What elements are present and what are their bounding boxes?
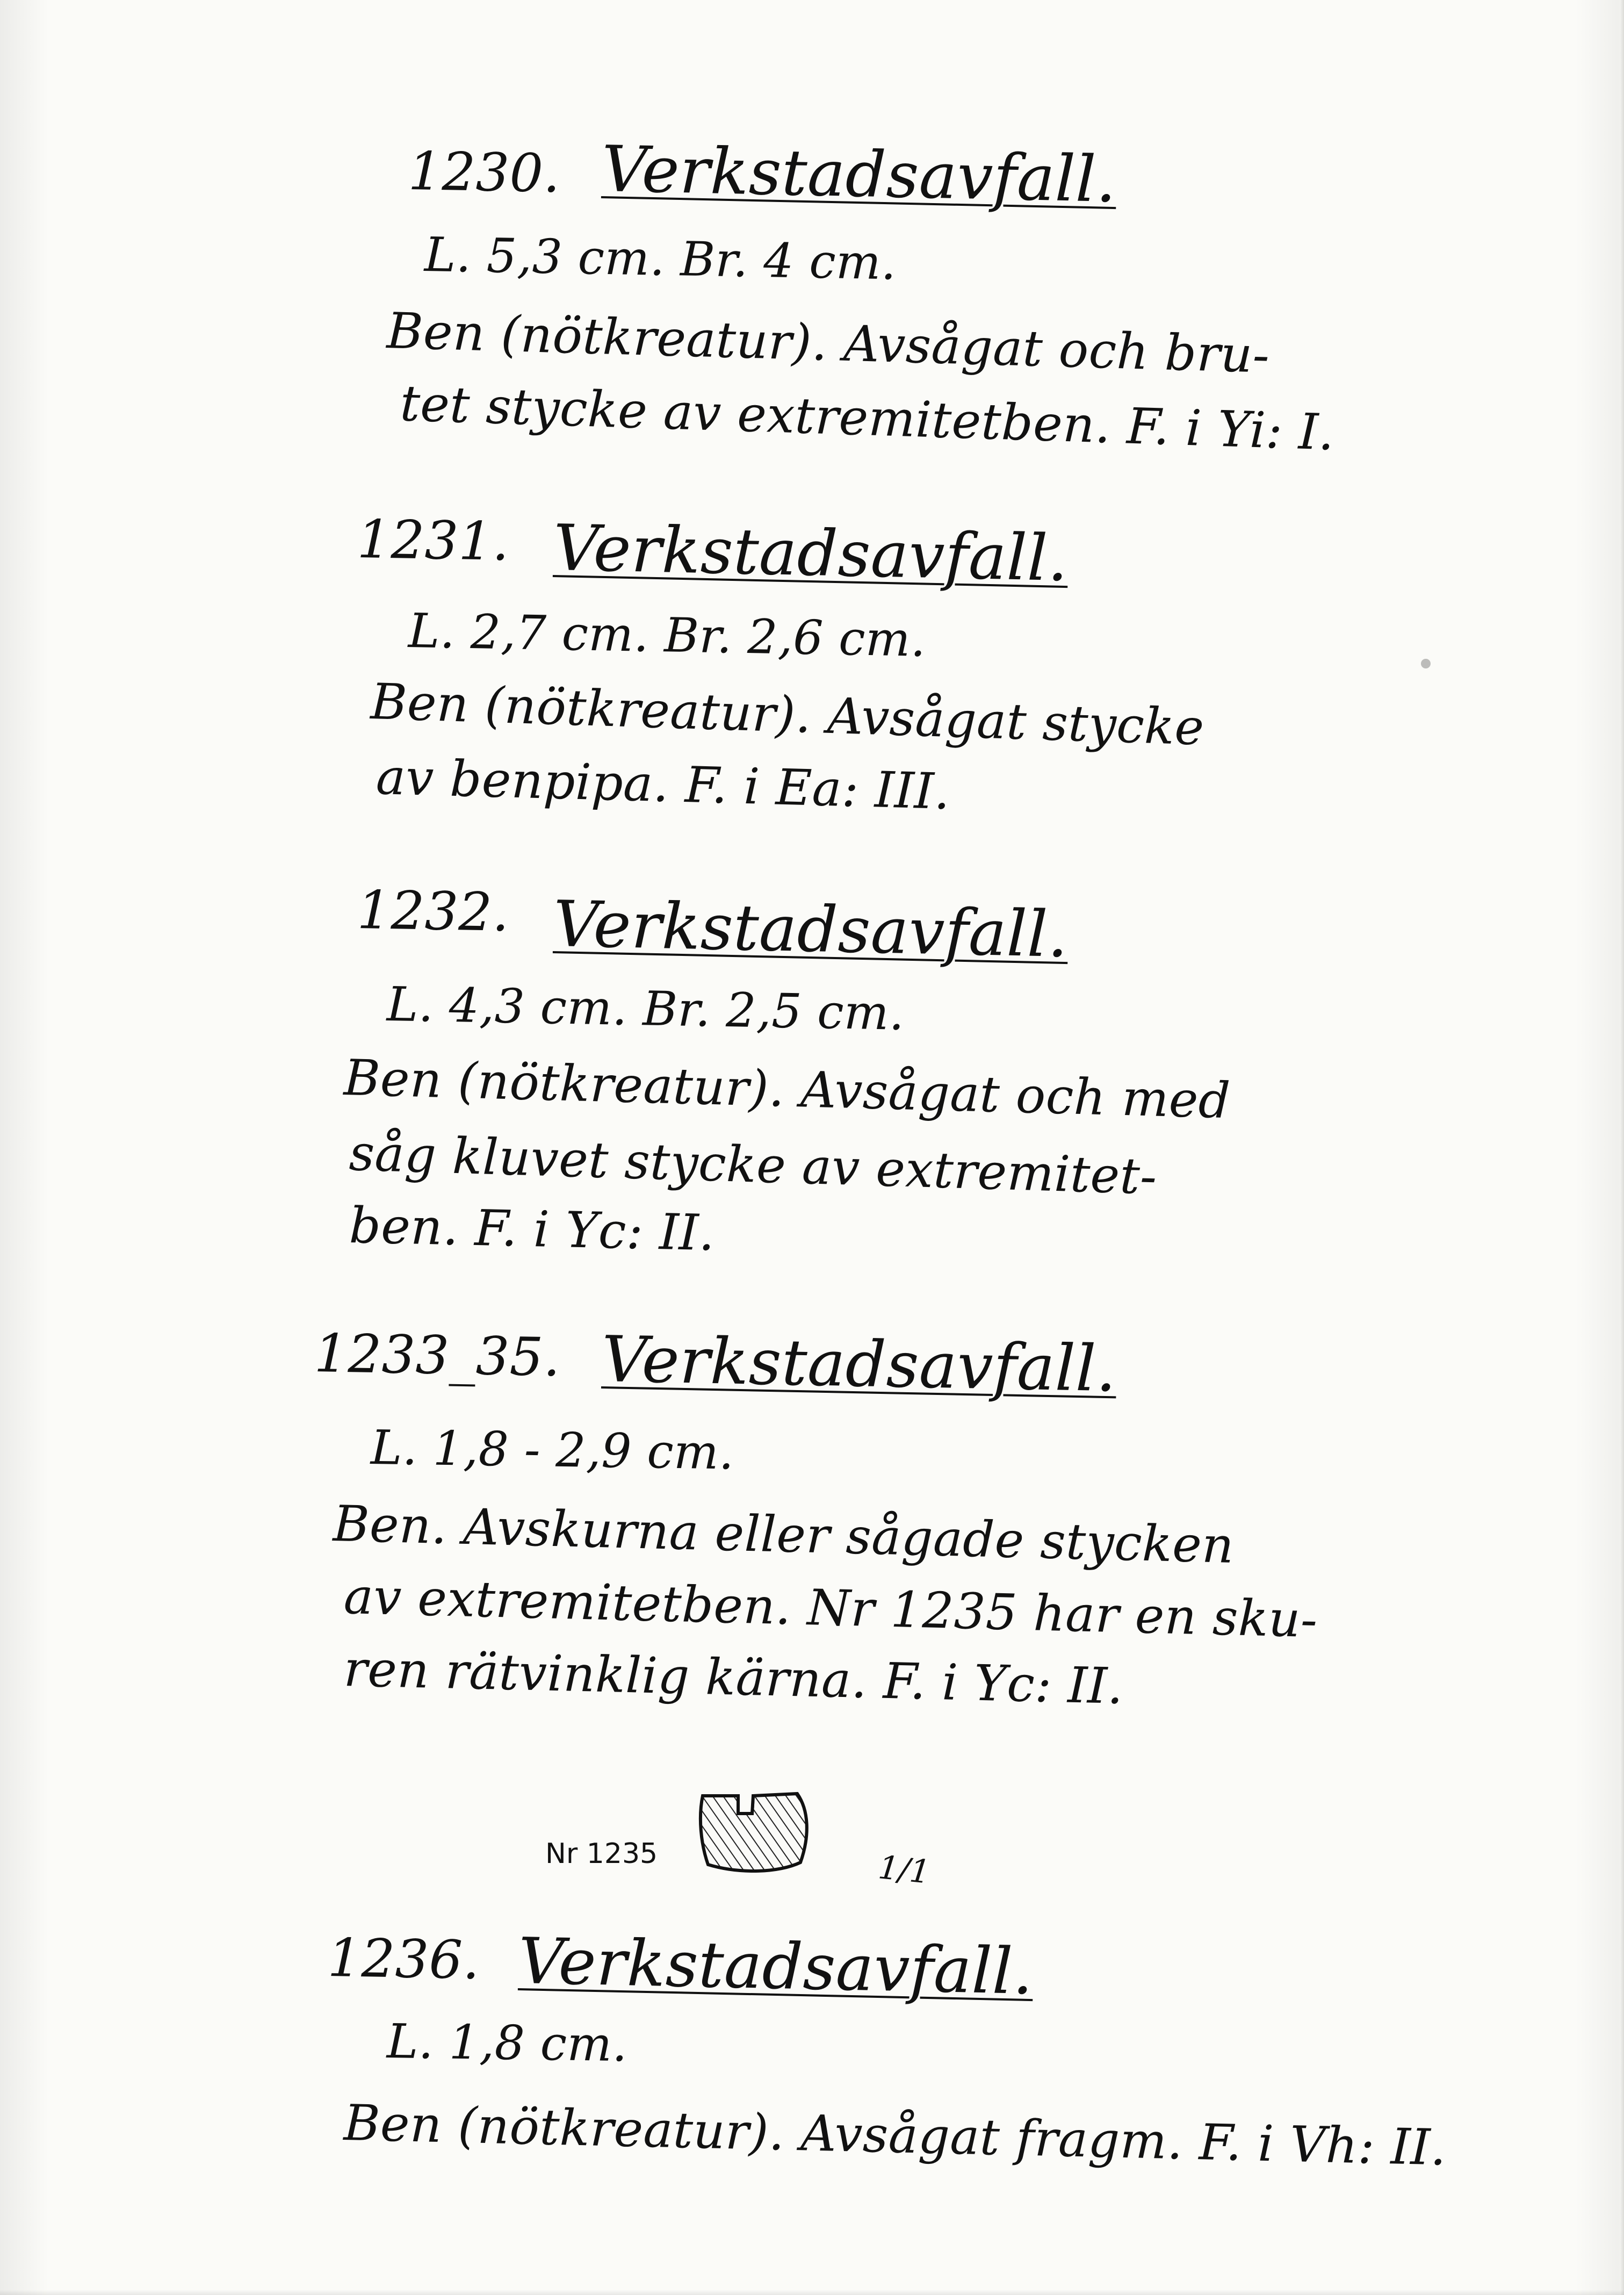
entry-text-line: Ben (nötkreatur). Avsågat och med <box>343 1049 1231 1130</box>
entry-number: 1231. <box>357 509 510 573</box>
entry-number: 1230. <box>408 141 561 205</box>
entry-text-line: ben. F. i Yc: II. <box>348 1197 716 1262</box>
page-edge <box>1620 0 1624 2295</box>
entry-measure: L. 4,3 cm. Br. 2,5 cm. <box>386 976 905 1041</box>
entry-number: 1233_35. <box>314 1323 561 1388</box>
entry-measure: L. 2,7 cm. Br. 2,6 cm. <box>408 603 927 667</box>
page-bottom-shadow <box>0 2290 1624 2295</box>
entry-text-line: ren rätvinklig kärna. F. i Yc: II. <box>343 1640 1124 1715</box>
entry-text-line: Ben (nötkreatur). Avsågat fragm. F. i Vh: II. <box>343 2094 1447 2177</box>
entry-title: Verkstadsavfall. <box>601 1322 1117 1406</box>
entry-title: Verkstadsavfall. <box>552 510 1069 596</box>
entry-text-line: såg kluvet stycke av extremitet- <box>348 1124 1158 1206</box>
entry-text-line: av benpipa. F. i Ea: III. <box>375 748 951 821</box>
entry-text-line: av extremitetben. Nr 1235 har en sku- <box>343 1567 1318 1649</box>
entry-number: 1232. <box>357 880 510 944</box>
sketch-label: Nr 1235 <box>545 1838 658 1870</box>
sketch-scale: 1/1 <box>876 1848 932 1891</box>
entry-measure: L. 1,8 cm. <box>386 2013 628 2073</box>
entry-text-line: Ben (nötkreatur). Avsågat och bru- <box>386 302 1271 384</box>
ink-speck <box>1421 659 1431 668</box>
entry-title: Verkstadsavfall. <box>517 1924 1034 2009</box>
entry-measure: L. 5,3 cm. Br. 4 cm. <box>424 227 897 291</box>
entry-text-line: Ben. Avskurna eller sågade stycken <box>332 1495 1235 1574</box>
bone-sketch <box>693 1784 817 1886</box>
entry-measure: L. 1,8 - 2,9 cm. <box>370 1420 735 1480</box>
entry-title: Verkstadsavfall. <box>601 132 1117 217</box>
bone-sketch-icon <box>693 1784 817 1886</box>
entry-text-line: Ben (nötkreatur). Avsågat stycke <box>370 673 1206 757</box>
entry-text-line: tet stycke av extremitetben. F. i Yi: I. <box>399 375 1336 462</box>
entry-title: Verkstadsavfall. <box>552 887 1069 972</box>
entry-number: 1236. <box>327 1927 481 1991</box>
